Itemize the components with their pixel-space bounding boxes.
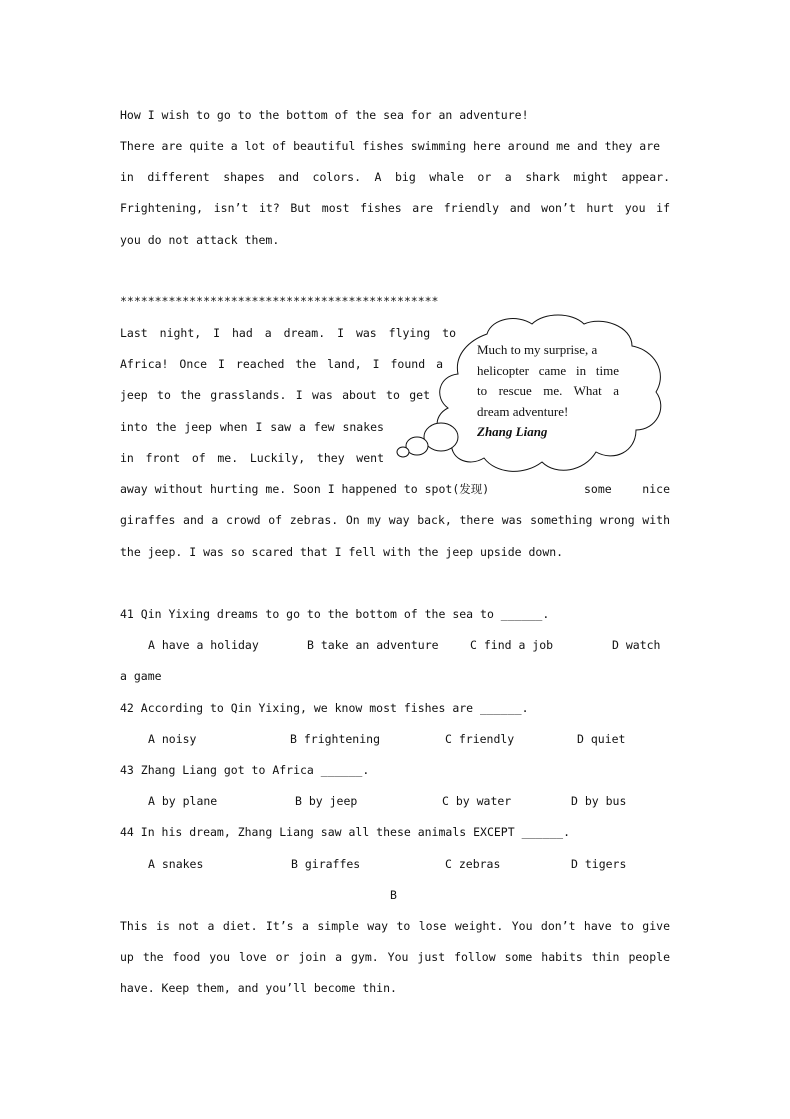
passage-a-line: away without hurting me. Soon I happened to spot(发现)	[120, 482, 490, 496]
bubble-text	[477, 340, 619, 443]
bubble-line: Much to my surprise, a	[477, 342, 598, 357]
question-44-option-b: B giraffes	[291, 857, 361, 871]
passage-a-line: into the jeep when I saw a few snakes	[120, 420, 384, 434]
passage-a-line: Last night, I had a dream. I was flying to	[120, 326, 456, 340]
passage-a-line: Africa! Once I reached the land, I found a	[120, 357, 443, 371]
star-divider: **********************************************	[120, 294, 439, 308]
question-44-option-a: A snakes	[148, 857, 204, 871]
passage-a-line: giraffes and a crowd of zebras. On my way back, there was something wrong with	[120, 513, 670, 527]
passage-a-line: in different shapes and colors. A big whale or a shark might appear.	[120, 170, 670, 184]
question-43-option-d: D by bus	[571, 794, 627, 808]
passage-b-heading: B	[390, 888, 397, 902]
question-44-option-c: C zebras	[445, 857, 501, 871]
question-43-option-c: C by water	[442, 794, 512, 808]
question-43-option-b: B by jeep	[295, 794, 358, 808]
bubble-signature: Zhang Liang	[477, 424, 548, 439]
passage-a-line: jeep to the grasslands. I was about to get	[120, 388, 430, 402]
question-43-option-a: A by plane	[148, 794, 218, 808]
question-42-option-b: B frightening	[290, 732, 381, 746]
passage-a-line: in front of me. Luckily, they went	[120, 451, 384, 465]
passage-b-line: This is not a diet. It’s a simple way to lose weight. You don’t have to give	[120, 919, 670, 933]
question-41-option-b: B take an adventure	[307, 638, 439, 652]
question-42-option-a: A noisy	[148, 732, 197, 746]
bubble-line: to rescue me. What a	[477, 383, 619, 398]
passage-a-line: How I wish to go to the bottom of the sea for an adventure!	[120, 108, 529, 122]
question-41-stem: 41 Qin Yixing dreams to go to the bottom of the sea to ______.	[120, 607, 550, 621]
bubble-line: dream adventure!	[477, 403, 569, 419]
question-43-stem: 43 Zhang Liang got to Africa ______.	[120, 763, 370, 777]
passage-b-line: up the food you love or join a gym. You just follow some habits thin people	[120, 950, 670, 964]
passage-a-line: There are quite a lot of beautiful fishes swimming here around me and they are	[120, 139, 661, 153]
passage-a-line: the jeep. I was so scared that I fell with the jeep upside down.	[120, 545, 564, 559]
question-41-option-a: A have a holiday	[148, 638, 259, 652]
question-44-option-d: D tigers	[571, 857, 627, 871]
question-44-stem: 44 In his dream, Zhang Liang saw all these animals EXCEPT ______.	[120, 825, 571, 839]
question-41-option-d: D watch	[612, 638, 661, 652]
question-42-option-d: D quiet	[577, 732, 626, 746]
question-41-option-c: C find a job	[470, 638, 554, 652]
passage-b-line: have. Keep them, and you’ll become thin.	[120, 981, 397, 995]
bubble-line: helicopter came in time	[477, 362, 619, 378]
question-42-option-c: C friendly	[445, 732, 515, 746]
passage-a-line: Frightening, isn’t it? But most fishes are friendly and won’t hurt you if	[120, 201, 670, 215]
passage-a-line: some nice	[584, 482, 670, 496]
question-41-option-wrap: a game	[120, 669, 162, 683]
passage-a-line: you do not attack them.	[120, 233, 280, 247]
question-42-stem: 42 According to Qin Yixing, we know most fishes are ______.	[120, 701, 529, 715]
